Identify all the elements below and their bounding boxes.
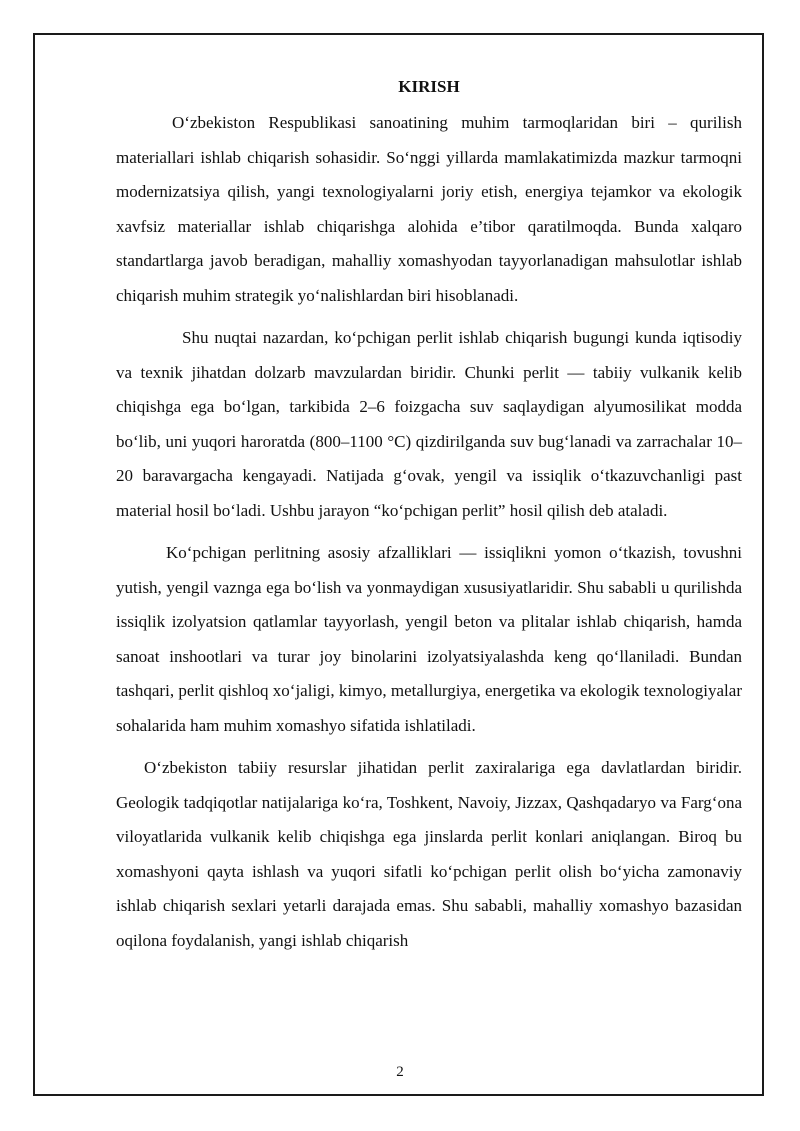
document-body <box>116 72 742 958</box>
page-number: 2 <box>396 1064 404 1080</box>
paragraph-1: O‘zbekiston Respublikasi sanoatining muhim tarmoqlaridan biri – qurilish materiallari ishlab chiqarish sohasidir. So‘nggi yillarda mamlakatimizda mazkur tarmoqni modernizatsiya qilish, yangi texnologiyalarni joriy etish, energiya tejamkor va ekologik xavfsiz materiallar ishlab chiqarishga alohida e’tibor qaratilmoqda. Bunda xalqaro standartlarga javob beradigan, mahalliy xomashyodan tayyorlanadigan mahsulotlar ishlab chiqarish muhim strategik yo‘nalishlardan biri hisoblanadi. <box>116 113 742 305</box>
paragraph-4: O‘zbekiston tabiiy resurslar jihatidan perlit zaxiralariga ega davlatlardan biridir. Geologik tadqiqotlar natijalariga ko‘ra, Toshkent, Navoiy, Jizzax, Qashqadaryo va Farg‘ona viloyatlarida vulkanik kelib chiqishga ega jinslarda perlit konlari aniqlangan. Biroq bu xomashyoni qayta ishlash va yuqori sifatli ko‘pchigan perlit olish bo‘yicha zamonaviy ishlab chiqarish sexlari yetarli darajada emas. Shu sababli, mahalliy xomashyo bazasidan oqilona foydalanish, yangi ishlab chiqarish <box>116 758 742 950</box>
paragraph-2: Shu nuqtai nazardan, ko‘pchigan perlit ishlab chiqarish bugungi kunda iqtisodiy va texnik jihatdan dolzarb mavzulardan biridir. Chunki perlit — tabiiy vulkanik kelib chiqishga ega bo‘lgan, tarkibida 2–6 foizgacha suv saqlaydigan alyumosilikat modda bo‘lib, uni yuqori haroratda (800–1100 °C) qizdirilganda suv bug‘lanadi va zarrachalar 10–20 baravargacha kengayadi. Natijada g‘ovak, yengil va issiqlik o‘tkazuvchanligi past material hosil bo‘ladi. Ushbu jarayon “ko‘pchigan perlit” hosil qilish deb ataladi. <box>116 328 742 520</box>
paragraph-3: Ko‘pchigan perlitning asosiy afzalliklari — issiqlikni yomon o‘tkazish, tovushni yutish, yengil vaznga ega bo‘lish va yonmaydigan xususiyatlaridir. Shu sababli u qurilishda issiqlik izolyatsion qatlamlar tayyorlash, yengil beton va plitalar ishlab chiqarish, hamda sanoat inshootlari va turar joy binolarini izolyatsiyalashda keng qo‘llaniladi. Bundan tashqari, perlit qishloq xo‘jaligi, kimyo, metallurgiya, energetika va ekologik texnologiyalar sohalarida ham muhim xomashyo sifatida ishlatiladi. <box>116 543 742 735</box>
document-title: KIRISH <box>398 77 460 96</box>
